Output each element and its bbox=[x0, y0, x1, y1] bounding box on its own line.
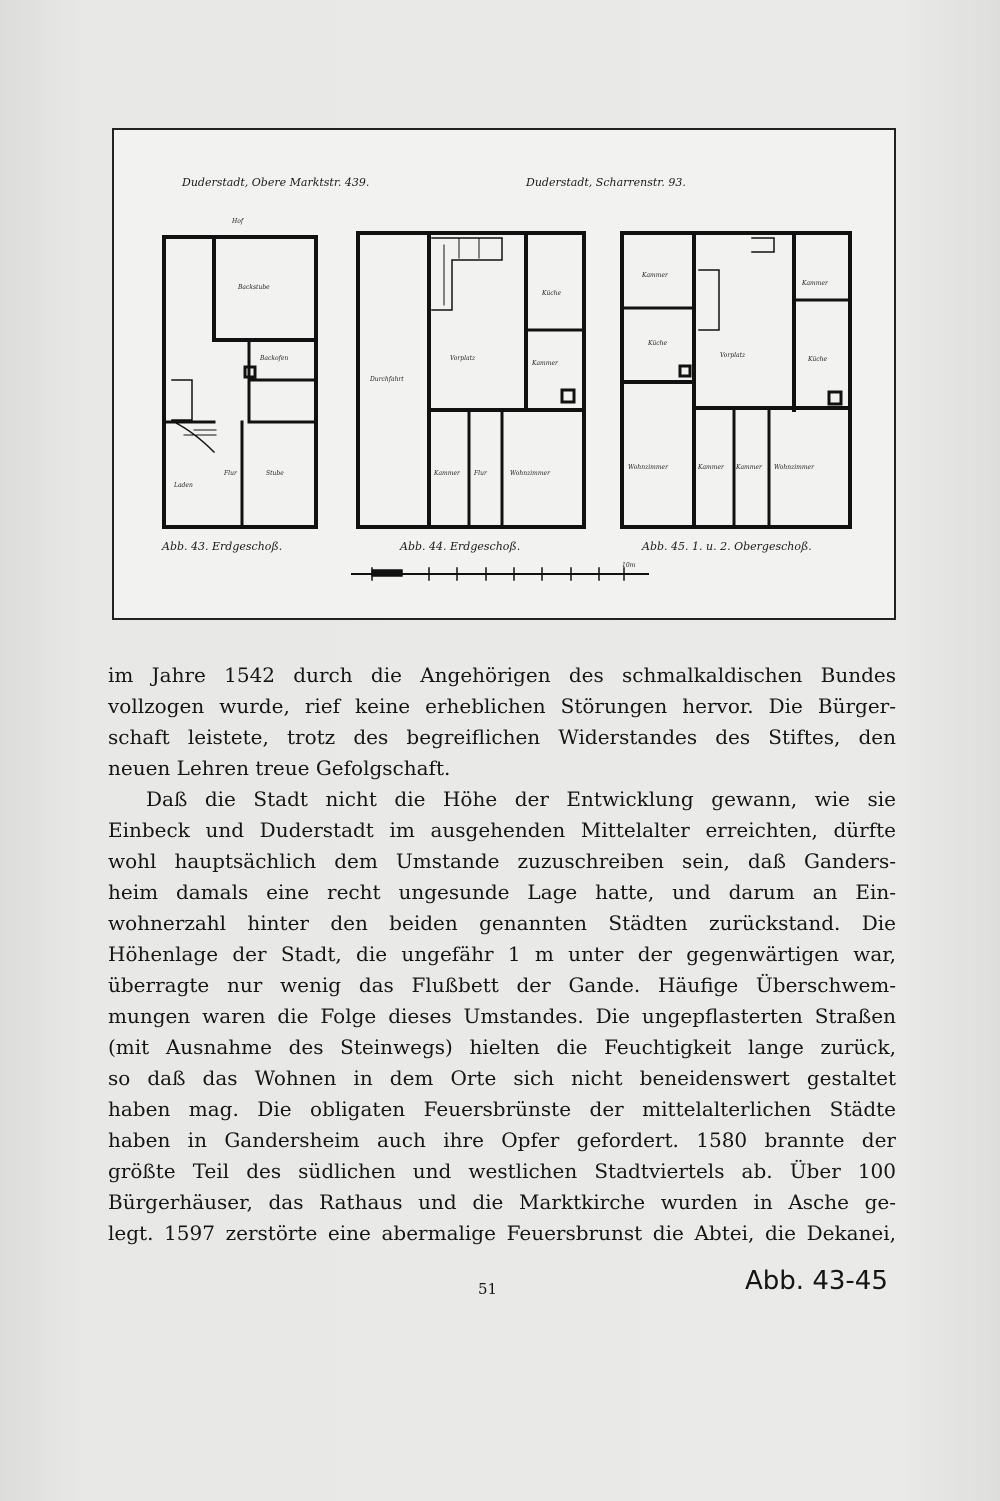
room-label: Wohnzimmer bbox=[774, 464, 814, 471]
text-line: im Jahre 1542 durch die Angehörigen des schmalkaldischen Bundes bbox=[108, 663, 896, 687]
room-label: Wohnzimmer bbox=[510, 470, 550, 477]
room-label: Flur bbox=[224, 470, 237, 477]
text-line: vollzogen wurde, rief keine erheblichen Störungen hervor. Die Bürger- bbox=[108, 694, 896, 718]
paragraph-2 bbox=[108, 784, 896, 1249]
room-label: Durchfahrt bbox=[370, 376, 404, 383]
page-number: 51 bbox=[478, 1280, 498, 1298]
paragraph-1 bbox=[108, 660, 896, 784]
text-line: haben mag. Die obligaten Feuersbrünste der mittelalterlichen Städte bbox=[108, 1097, 896, 1121]
text-line: wohl hauptsächlich dem Umstande zuzuschreiben sein, daß Ganders- bbox=[108, 849, 896, 873]
room-label: Backstube bbox=[238, 284, 270, 291]
plan-title-44-45: Duderstadt, Scharrenstr. 93. bbox=[526, 176, 686, 189]
room-label: Kammer bbox=[434, 470, 460, 477]
text-line: haben in Gandersheim auch ihre Opfer gefordert. 1580 brannte der bbox=[108, 1128, 896, 1152]
room-label: Kammer bbox=[698, 464, 724, 471]
floor-plan-plate bbox=[112, 128, 896, 620]
body-text bbox=[108, 660, 896, 1249]
text-line: so daß das Wohnen in dem Orte sich nicht beneidenswert gestaltet bbox=[108, 1066, 896, 1090]
caption-abb-43: Abb. 43. Erdgeschoß. bbox=[162, 540, 283, 553]
room-label: Laden bbox=[174, 482, 193, 489]
text-line: schaft leistete, trotz des begreiflichen Widerstandes des Stiftes, den bbox=[108, 725, 896, 749]
room-label: Küche bbox=[648, 340, 667, 347]
text-line: wohnerzahl hinter den beiden genannten Städten zurückstand. Die bbox=[108, 911, 896, 935]
caption-abb-45: Abb. 45. 1. u. 2. Obergeschoß. bbox=[642, 540, 812, 553]
room-label: Küche bbox=[808, 356, 827, 363]
scale-label: 10m bbox=[622, 562, 636, 569]
text-line: legt. 1597 zerstörte eine abermalige Feuersbrunst die Abtei, die Dekanei, bbox=[108, 1221, 896, 1245]
room-label: Kammer bbox=[532, 360, 558, 367]
text-line: Bürgerhäuser, das Rathaus und die Marktkirche wurden in Asche ge- bbox=[108, 1190, 896, 1214]
room-label: Küche bbox=[542, 290, 561, 297]
room-label: Vorplatz bbox=[450, 355, 476, 362]
figure-reference: Abb. 43-45 bbox=[745, 1266, 888, 1296]
text-line: überragte nur wenig das Flußbett der Gande. Häufige Überschwem- bbox=[108, 973, 896, 997]
room-label: Backofen bbox=[260, 355, 289, 362]
text-line: größte Teil des südlichen und westlichen Stadtviertels ab. Über 100 bbox=[108, 1159, 896, 1183]
plan-title-43: Duderstadt, Obere Marktstr. 439. bbox=[182, 176, 370, 189]
text-line: Daß die Stadt nicht die Höhe der Entwicklung gewann, wie sie bbox=[146, 787, 896, 811]
text-line: mungen waren die Folge dieses Umstandes. Die ungepflasterten Straßen bbox=[108, 1004, 896, 1028]
room-label: Kammer bbox=[802, 280, 828, 287]
room-label: Stube bbox=[266, 470, 284, 477]
room-label: Kammer bbox=[642, 272, 668, 279]
text-line: Einbeck und Duderstadt im ausgehenden Mittelalter erreichten, dürfte bbox=[108, 818, 896, 842]
caption-abb-44: Abb. 44. Erdgeschoß. bbox=[400, 540, 521, 553]
text-line: (mit Ausnahme des Steinwegs) hielten die Feuchtigkeit lange zurück, bbox=[108, 1035, 896, 1059]
room-label: Flur bbox=[474, 470, 487, 477]
text-line: neuen Lehren treue Gefolgschaft. bbox=[108, 756, 451, 780]
scale-bar bbox=[352, 568, 648, 580]
room-label: Vorplatz bbox=[720, 352, 746, 359]
text-line: Höhenlage der Stadt, die ungefähr 1 m unter der gegenwärtigen war, bbox=[108, 942, 896, 966]
room-label: Wohnzimmer bbox=[628, 464, 668, 471]
text-line: heim damals eine recht ungesunde Lage hatte, und darum an Ein- bbox=[108, 880, 896, 904]
room-label: Kammer bbox=[736, 464, 762, 471]
room-label: Hof bbox=[232, 218, 244, 225]
